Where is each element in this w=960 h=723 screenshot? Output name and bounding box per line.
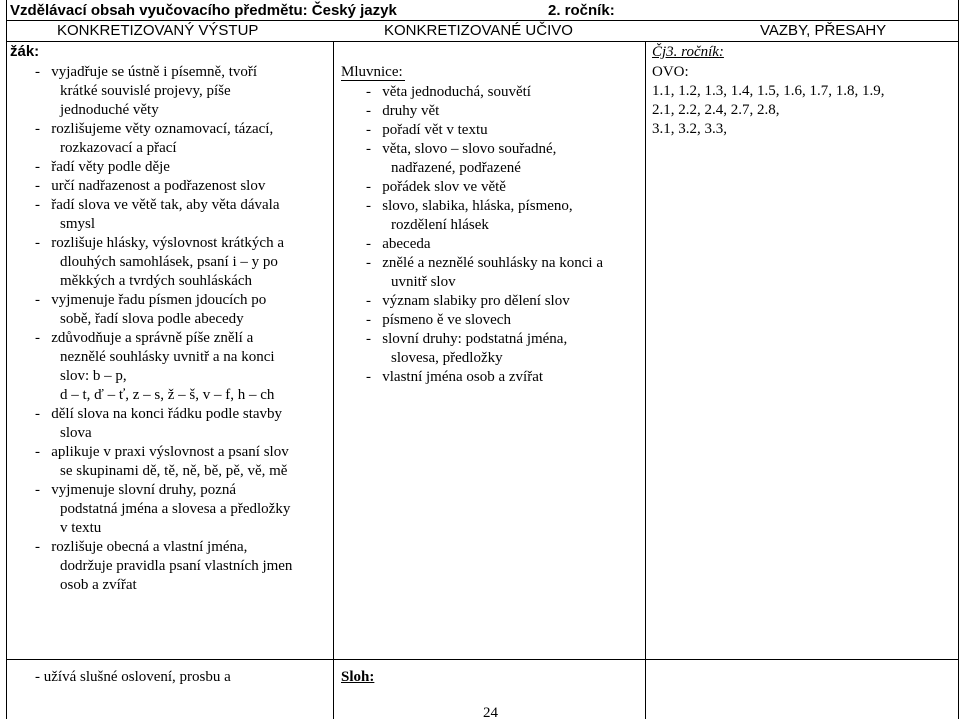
- content-line: - slovo, slabika, hláska, písmeno,: [366, 198, 573, 214]
- output-line: sobě, řadí slova podle abecedy: [60, 311, 244, 327]
- output-line: - řadí slova ve větě tak, aby věta dávala: [35, 197, 280, 213]
- link-line: 2.1, 2.2, 2.4, 2.7, 2.8,: [652, 102, 780, 118]
- table-left-border: [6, 0, 7, 719]
- output-line: slov: b – p,: [60, 368, 127, 384]
- content-line: nadřazené, podřazené: [391, 160, 521, 176]
- column-divider-1: [333, 41, 334, 719]
- output-line: - rozlišujeme věty oznamovací, tázací,: [35, 121, 274, 137]
- pupil-heading: žák:: [10, 43, 40, 60]
- content-line: - slovní druhy: podstatná jména,: [366, 331, 568, 347]
- content-line: - vlastní jména osob a zvířat: [366, 369, 544, 385]
- output-line: dodržuje pravidla psaní vlastních jmen: [60, 558, 293, 574]
- output-line: se skupinami dě, tě, ně, bě, pě, vě, mě: [60, 463, 288, 479]
- section-divider: [6, 659, 959, 660]
- link-line: OVO:: [652, 64, 689, 80]
- content-line: slovesa, předložky: [391, 350, 503, 366]
- content-line: - písmeno ě ve slovech: [366, 312, 511, 328]
- output-line: jednoduché věty: [60, 102, 159, 118]
- output-line: podstatná jména a slovesa a předložky: [60, 501, 291, 517]
- output-line: dlouhých samohlásek, psaní i – y po: [60, 254, 278, 270]
- bottom-output-item: - užívá slušné oslovení, prosbu a: [35, 669, 231, 685]
- output-line: - rozlišuje hlásky, výslovnost krátkých a: [35, 235, 284, 251]
- column-header-content: KONKRETIZOVANÉ UČIVO: [384, 22, 573, 39]
- output-line: - aplikuje v praxi výslovnost a psaní slov: [35, 444, 289, 460]
- table-right-border: [958, 0, 959, 719]
- output-line: - určí nadřazenost a podřazenost slov: [35, 178, 266, 194]
- content-line: - druhy vět: [366, 103, 440, 119]
- output-line: krátké souvislé projevy, píše: [60, 83, 231, 99]
- output-line: slova: [60, 425, 92, 441]
- output-line: - zdůvodňuje a správně píše znělí a: [35, 330, 254, 346]
- content-line: - abeceda: [366, 236, 431, 252]
- header-divider: [6, 41, 959, 42]
- column-header-output: KONKRETIZOVANÝ VÝSTUP: [57, 22, 259, 39]
- grade-label: 2. ročník:: [548, 2, 615, 19]
- content-line: rozdělení hlásek: [391, 217, 489, 233]
- output-line: neznělé souhlásky uvnitř a na konci: [60, 349, 275, 365]
- column-header-links: VAZBY, PŘESAHY: [760, 22, 887, 39]
- table-top-border: [6, 20, 959, 21]
- output-line: rozkazovací a přací: [60, 140, 177, 156]
- column-divider-2: [645, 41, 646, 719]
- content-line: - význam slabiky pro dělení slov: [366, 293, 570, 309]
- composition-heading: Sloh:: [341, 669, 375, 685]
- output-line: - rozlišuje obecná a vlastní jména,: [35, 539, 248, 555]
- output-line: - vyjmenuje slovní druhy, pozná: [35, 482, 237, 498]
- output-line: měkkých a tvrdých souhláskách: [60, 273, 253, 289]
- content-line: - pořadí vět v textu: [366, 122, 488, 138]
- grade3-link: Čj3. ročník:: [652, 44, 724, 60]
- link-line: 1.1, 1.2, 1.3, 1.4, 1.5, 1.6, 1.7, 1.8, 1.9,: [652, 83, 885, 99]
- content-line: - věta, slovo – slovo souřadné,: [366, 141, 557, 157]
- grammar-heading: Mluvnice:: [341, 64, 403, 80]
- document-title: Vzdělávací obsah vyučovacího předmětu: Český jazyk: [10, 2, 397, 19]
- content-line: uvnitř slov: [391, 274, 456, 290]
- output-line: - vyjadřuje se ústně i písemně, tvoří: [35, 64, 258, 80]
- output-line: - vyjmenuje řadu písmen jdoucích po: [35, 292, 267, 308]
- output-line: - řadí věty podle děje: [35, 159, 170, 175]
- content-line: - znělé a neznělé souhlásky na konci a: [366, 255, 603, 271]
- output-line: d – t, ď – ť, z – s, ž – š, v – f, h – ch: [60, 387, 275, 403]
- output-line: - dělí slova na konci řádku podle stavby: [35, 406, 283, 422]
- output-line: v textu: [60, 520, 102, 536]
- content-line: - věta jednoduchá, souvětí: [366, 84, 531, 100]
- content-line: - pořádek slov ve větě: [366, 179, 506, 195]
- page-number: 24: [483, 705, 498, 721]
- grammar-heading-underline: [341, 80, 405, 81]
- link-line: 3.1, 3.2, 3.3,: [652, 121, 727, 137]
- output-line: osob a zvířat: [60, 577, 137, 593]
- output-line: smysl: [60, 216, 96, 232]
